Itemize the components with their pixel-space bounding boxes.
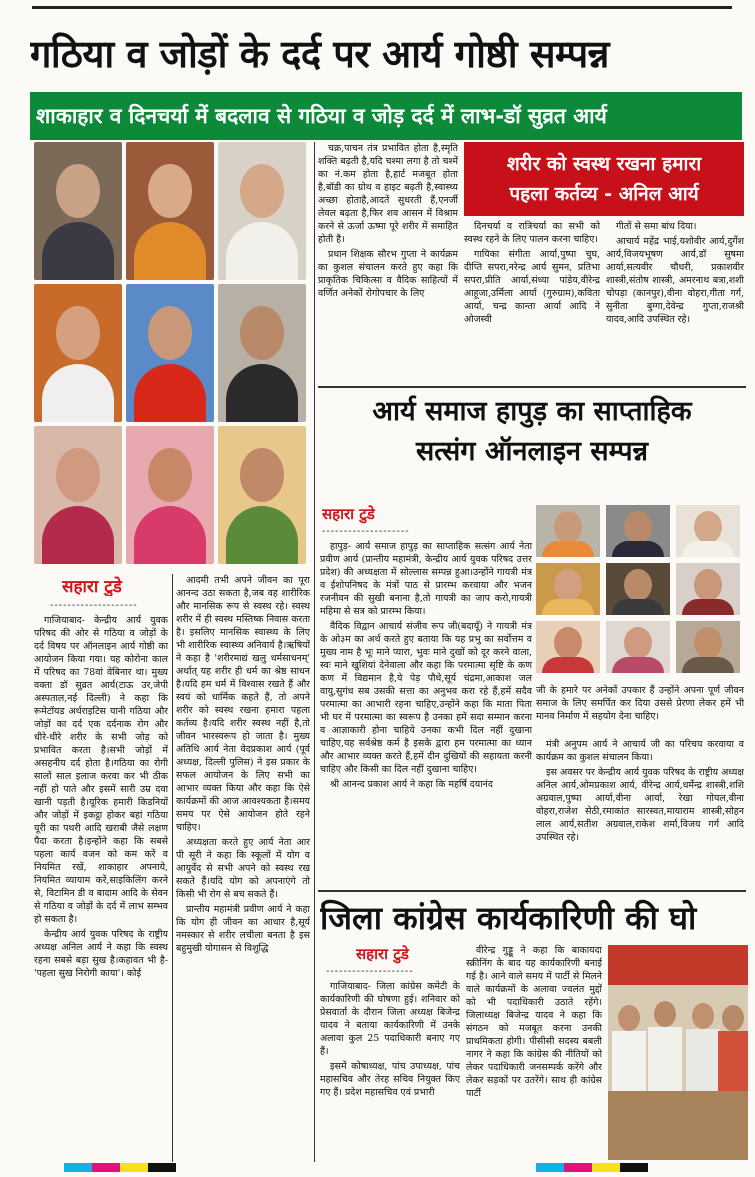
paragraph: चक्र,पाचन तंत्र प्रभावित होता है,स्मृति शक्ति बढ़ती है,यदि चश्मा लगा है तो चश्में का नं.कम होता है,हार्ट मजबूत होता है,बॉडी का ग्रोथ व हाइट बढ़ती है,स्वास्थ्य अच्छा होताहै,आदतें सुधरती हैं,एनर्जी लेवल बढ़ता है,फिर शव आसन में विश्राम करने से ऊर्जा ऊष्मा पूरे शरीर में समाहित होती है।: [318, 143, 458, 245]
paragraph: अध्यक्षता करते हुए आर्य नेता आर पी सूरी ने कहा कि स्कूलों में योग व आयुर्वेद से सभी अपने को स्वस्थ रख सकते हैं।यदि योग को अपनाएंगे तो किसी भी रोग से बच सकते हैं।: [176, 837, 310, 900]
paragraph: प्रान्तीय महामंत्री प्रवीण आर्य ने कहा कि योग ही जीवन का आधार है,सूर्य नमस्कार से शरीर लचीला बनता है इस बहुमुखी योगासन से विशुद्धि: [176, 904, 310, 954]
article2-headline-line-1: आर्य समाज हापुड़ का साप्ताहिक: [372, 396, 692, 427]
article2-body-continued: [536, 738, 744, 888]
article2-headline-line-2: सत्संग ऑनलाइन सम्पन्न: [416, 436, 648, 467]
byline-sahara: सहारा टुडे: [62, 577, 122, 596]
paragraph: श्री आनन्द प्रकाश आर्य ने कहा कि महर्षि दयानंद: [330, 779, 493, 790]
registration-black: [148, 1163, 176, 1172]
paragraph: गाजियाबाद- केन्द्रीय आर्य युवक परिषद की ओर से गठिया व जोड़ों के दर्द विषय पर ऑनलाइन आर्य गोष्ठी का आयोजन किया गया। यह कोरोना काल में परिषद का 78वां वेबिनार था। मुख्य वक्ता डॉ सुव्रत आर्य(टाऊ उर,जेपी अस्पताल,नई दिल्ली) ने कहा कि रूमेटॉयड अर्थराइटिस यानी गठिया और जोड़ों का दर्द एक दर्दनाक रोग और धीरे-धीरे शरीर के सभी जोड़ को प्रभावित करता है।सभी जोड़ों में असहनीय दर्द होता है।गठिया का रोगी सालों साल इलाज करवा कर भी ठीक नहीं हो पाते और इसमें सारी उम्र दवा खानी पड़ती है।यूरिक हमारी किडनियों और जोड़ों में इकट्ठा होकर बहां गठिया यूरी का पथरी आदि खराबी जैसे लक्षण पैदा करता है।इन्होंने कहा कि सबसे पहला कार्य वजन को कम करें व नियमित रखें, शाकाहार अपनाये, नियमित व्यायाम करें,साइकिलिंग करने से, विटामिन डी व बादाम आदि के सेवन से गठिया व जोड़ों के दर्द में लाभ सम्भव हो सकता है।: [34, 615, 168, 925]
registration-yellow: [120, 1163, 148, 1172]
participant-thumb: [676, 563, 740, 615]
byline-dashes: --------------------: [322, 526, 410, 537]
top-rule: [32, 6, 732, 9]
paragraph: इसमें कोषाध्यक्ष, पांच उपाध्यक्ष, पांच महासचिव और तेरह सचिव नियुक्त किए गए हैं। प्रदेश महासचिव एवं प्रभारी: [320, 1061, 460, 1098]
red-box-line-2: पहला कर्तव्य - अनिल आर्य: [509, 183, 699, 205]
congress-meeting-photo: [608, 945, 748, 1160]
paragraph: गीतों से समा बांध दिया।: [616, 221, 697, 232]
red-box-line-1: शरीर को स्वस्थ रखना हमारा: [506, 153, 702, 175]
registration-black: [620, 1163, 648, 1172]
section-divider: [318, 890, 746, 892]
byline-dashes: --------------------: [326, 966, 414, 977]
article2-body: [320, 540, 532, 884]
participant-photo: [218, 142, 306, 280]
main-headline: गठिया व जोड़ों के दर्द पर आर्य गोष्ठी सम्पन्न: [30, 32, 609, 76]
article1-column-2: [176, 574, 310, 1160]
paragraph: वीरेन्द्र गुड्डू ने कहा कि बाकायदा स्क्रीनिंग के बाद यह कार्यकारिणी बनाई गई है। आने वाले समय में पार्टी से मिलने वाले कार्यक्रमों के अलावा ज्वलंत मुद्दों को भी पदाधिकारी उठाते रहेंगे। जिलाध्यक्ष बिजेन्द्र यादव ने कहा कि संगठन को मजबूत करना उनकी प्राथमिकता होगी। पीसीसी सदस्य बबली नागर ने कहा कि कांग्रेस की नीतियों को लेकर पदाधिकारी जनसम्पर्क करेंगे और लेकर सड़कों पर उतरेंगे। साथ ही कांग्रेस पार्टी: [466, 945, 602, 1099]
article2-byline: सहारा टुडे: [322, 505, 375, 523]
article2-headline: [320, 392, 744, 488]
paragraph: प्रधान शिक्षक सौरभ गुप्ता ने कार्यक्रम का कुशल संचालन करते हुए कहा कि प्राकृतिक चिकित्सा व वैदिक साहित्यों में वर्णित अनेकों रोगोपचार के लिए: [318, 249, 458, 299]
section-divider: [318, 386, 746, 388]
paragraph: हापुड़- आर्य समाज हापुड़ का साप्ताहिक सत्संग आर्य नेता प्रवीण आर्य (प्रान्तीय महामंत्री, केन्द्रीय आर्य युवक परिषद उत्तर प्रदेश) की अध्यक्षता में सोल्लास सम्पन्न हुआ।उन्होंने गायत्री मंत्र व ईशोपनिषद के मंत्रों पाठ से प्रारम्भ करवाया और भजन रजनीवन की सुखी बनाना है,तो गायत्री का जाप करो,गायत्री महिमा से सत्र को प्रारम्भ किया।: [320, 541, 532, 617]
participant-photo: [34, 142, 122, 280]
article1-column-1: [34, 614, 168, 1160]
participant-photo: [126, 284, 214, 422]
participants-photo-grid: [34, 142, 308, 572]
participant-photo: [126, 426, 214, 564]
article2-caption: [536, 684, 744, 728]
participant-thumb: [536, 621, 600, 673]
column-divider: [172, 574, 173, 1162]
article3-column-2: [466, 944, 602, 1160]
participant-photo: [34, 426, 122, 564]
participant-thumb: [606, 621, 670, 673]
article2-photo-grid: [536, 505, 742, 683]
participant-thumb: [536, 563, 600, 615]
registration-magenta: [564, 1163, 592, 1172]
participant-thumb: [676, 621, 740, 673]
paragraph: इस अवसर पर केन्द्रीय आर्य युवक परिषद के राष्ट्रीय अध्यक्ष अनिल आर्य,ओमप्रकाश आर्य, वीरेन्द्र आर्य,धर्मेन्द्र शास्त्री,शशि अग्रवाल,पुष्पा आर्या,वीना आर्या, रेखा गोयल,वीना वोहरा,राजेश सेठी,रमाकांत सारस्वत,मायाराम शास्त्री,सोहन लाल आर्य,सतीश अग्रवाल,राकेश शर्मा,विजय गर्ग आदि उपस्थित रहे।: [536, 767, 744, 843]
paragraph: मंत्री अनुपम आर्य ने आचार्य जी का परिचय करवाया व कार्यक्रम का कुशल संचालन किया।: [536, 739, 744, 763]
article1-column-5: [606, 220, 744, 384]
paragraph: गाजियाबाद- जिला कांग्रेस कमेटी के कार्यकारिणी की घोषणा हुई। शनिवार को प्रेसवार्ता के दौरान जिला अध्यक्ष बिजेन्द्र यादव ने बताया कार्यकारिणी में उनके अलावा कुल 25 पदाधिकारी बनाए गए हैं।: [320, 981, 460, 1057]
participant-photo: [34, 284, 122, 422]
byline-dashes: --------------------: [50, 600, 138, 611]
participant-photo: [218, 426, 306, 564]
paragraph: जी के हमारे पर अनेकों उपकार हैं उन्होंने अपना पूर्ण जीवन समाज के लिए समर्पित कर दिया उससे प्रेरणा लेकर हमें भी मानव निर्माण में सहयोग देना चाहिए।: [536, 685, 744, 722]
article1-column-4: [464, 220, 600, 384]
registration-yellow: [592, 1163, 620, 1172]
green-banner-text: शाकाहार व दिनचर्या में बदलाव से गठिया व जोड़ दर्द में लाभ-डॉ सुव्रत आर्य: [36, 104, 607, 128]
registration-magenta: [92, 1163, 120, 1172]
article1-column-3: [318, 142, 458, 384]
participant-thumb: [606, 563, 670, 615]
paragraph: दिनचर्या व रात्रिचर्या का सभी को स्वस्थ रहने के लिए पालन करना चाहिए।: [464, 221, 600, 245]
article3-byline: सहारा टुडे: [356, 945, 409, 963]
paragraph: गायिका संगीता आर्या,पुष्पा चुघ, दीप्ति सपरा,नरेन्द्र आर्य सुमन, प्रतिभा सपरा,प्रीति आर्या,संध्या पांडेय,वीरेन्द्र आहूजा,उर्मिला आर्या (गुरुग्राम),कविता आर्या, चन्द्र कान्ता आर्या आदि ने ओजस्वी: [464, 249, 600, 325]
red-quote-box: [464, 142, 744, 216]
participant-photo: [126, 142, 214, 280]
participant-thumb: [606, 505, 670, 557]
paragraph: आदमी तभी अपने जीवन का पूरा आनन्द उठा सकता है,जब वह शारीरिक और मानसिक रूप से स्वस्थ रहे। स्वस्थ शरीर में ही स्वस्थ मस्तिष्क निवास करता है। इसलिए मानसिक स्वास्थ्य के लिए भी शारीरिक स्वास्थ्य अनिवार्य है।ऋषियों ने कहा है 'शरीरमाद्यं खलु धर्मसाधनम्' अर्थात् यह शरीर ही धर्म का श्रेष्ठ साधन है।यदि हम धर्म में विश्वास रखते हैं और स्वयं को धार्मिक कहते हैं, तो अपने शरीर को स्वस्थ रखना हमारा पहला कर्तव्य है।यदि शरीर स्वस्थ नहीं है,तो जीवन भारस्वरूप हो जाता है। मुख्य अतिथि आर्य नेता वेदप्रकाश आर्य (पूर्व अध्यक्ष, दिल्ली पुलिस) ने इस प्रकार के सफल आयोजन के लिए सभी का आभार व्यक्त किया और कहा कि ऐसे कार्यक्रमों की आज आवश्यकता है।समय समय पर ऐसे आयोजन होते रहने चाहिए।: [176, 575, 310, 833]
registration-cyan: [536, 1163, 564, 1172]
paragraph: केन्द्रीय आर्य युवक परिषद के राष्ट्रीय अध्यक्ष अनिल आर्य ने कहा कि स्वस्थ रहना सबसे बड़ा सुख है।कहावत भी है- 'पहला सुख निरोगी काया'। कोई: [34, 929, 168, 979]
column-divider: [314, 142, 315, 1162]
participant-thumb: [676, 505, 740, 557]
registration-cyan: [64, 1163, 92, 1172]
article3-column-1: [320, 980, 460, 1160]
paragraph: आचार्य महेंद्र भाई,यशोवीर आर्य,दुर्गेश आर्य,विजयभूषण आर्य,डॉ सुषमा आर्या,सत्यवीर चौधरी, प्रकाशवीर शास्त्री,संतोष शास्त्री, अमरनाथ बत्रा,शशी चोपड़ा (कानपुर),वीना वोहरा,गीता गर्ग, सुनीता बुग्गा,देवेन्द्र गुप्ता,राजश्री यादव,आदि उपस्थित रहे।: [606, 236, 744, 325]
article3-headline: जिला कांग्रेस कार्यकारिणी की घो: [320, 899, 697, 937]
paragraph: वैदिक विद्वान आचार्य संजीव रूप जी(बदायूँ) ने गायत्री मंत्र के ओ३म का अर्थ करते हुए बताया कि यह प्रभु का सर्वोत्तम व मुख्य नाम है भूः माने प्यारा, भुवः माने दुखों को दूर करने वाला, स्वः माने खुशियां देनेवाला और कहा कि परमात्मा सृष्टि के कण कण में विद्यमान है,ये पेड़ पौधे,सूर्य चंद्रमा,आकाश जल वायु,सुगंध सब उसकी सत्ता का अनुभव करा रहे हैं,हमें सदैव परमात्मा का आभारी रहना चाहिए,उन्होंने कहा कि माता पिता भी घर में परमात्मा का स्वरूप है उनका हमें सदा सम्मान करना व आज्ञाकारी होना चाहिये उनका कभी दिल नहीं दुखाना चाहिए,यह सर्वश्रेष्ठ कर्म है इसके द्वारा हम परमात्मा का ध्यान और आभार व्यक्त करते हैं,हमें दीन दुखियों की सहायता करनी चाहिए और किसी का दिल नहीं दुखाना चाहिए।: [320, 621, 532, 775]
green-banner: [30, 92, 742, 140]
participant-photo: [218, 284, 306, 422]
participant-thumb: [536, 505, 600, 557]
